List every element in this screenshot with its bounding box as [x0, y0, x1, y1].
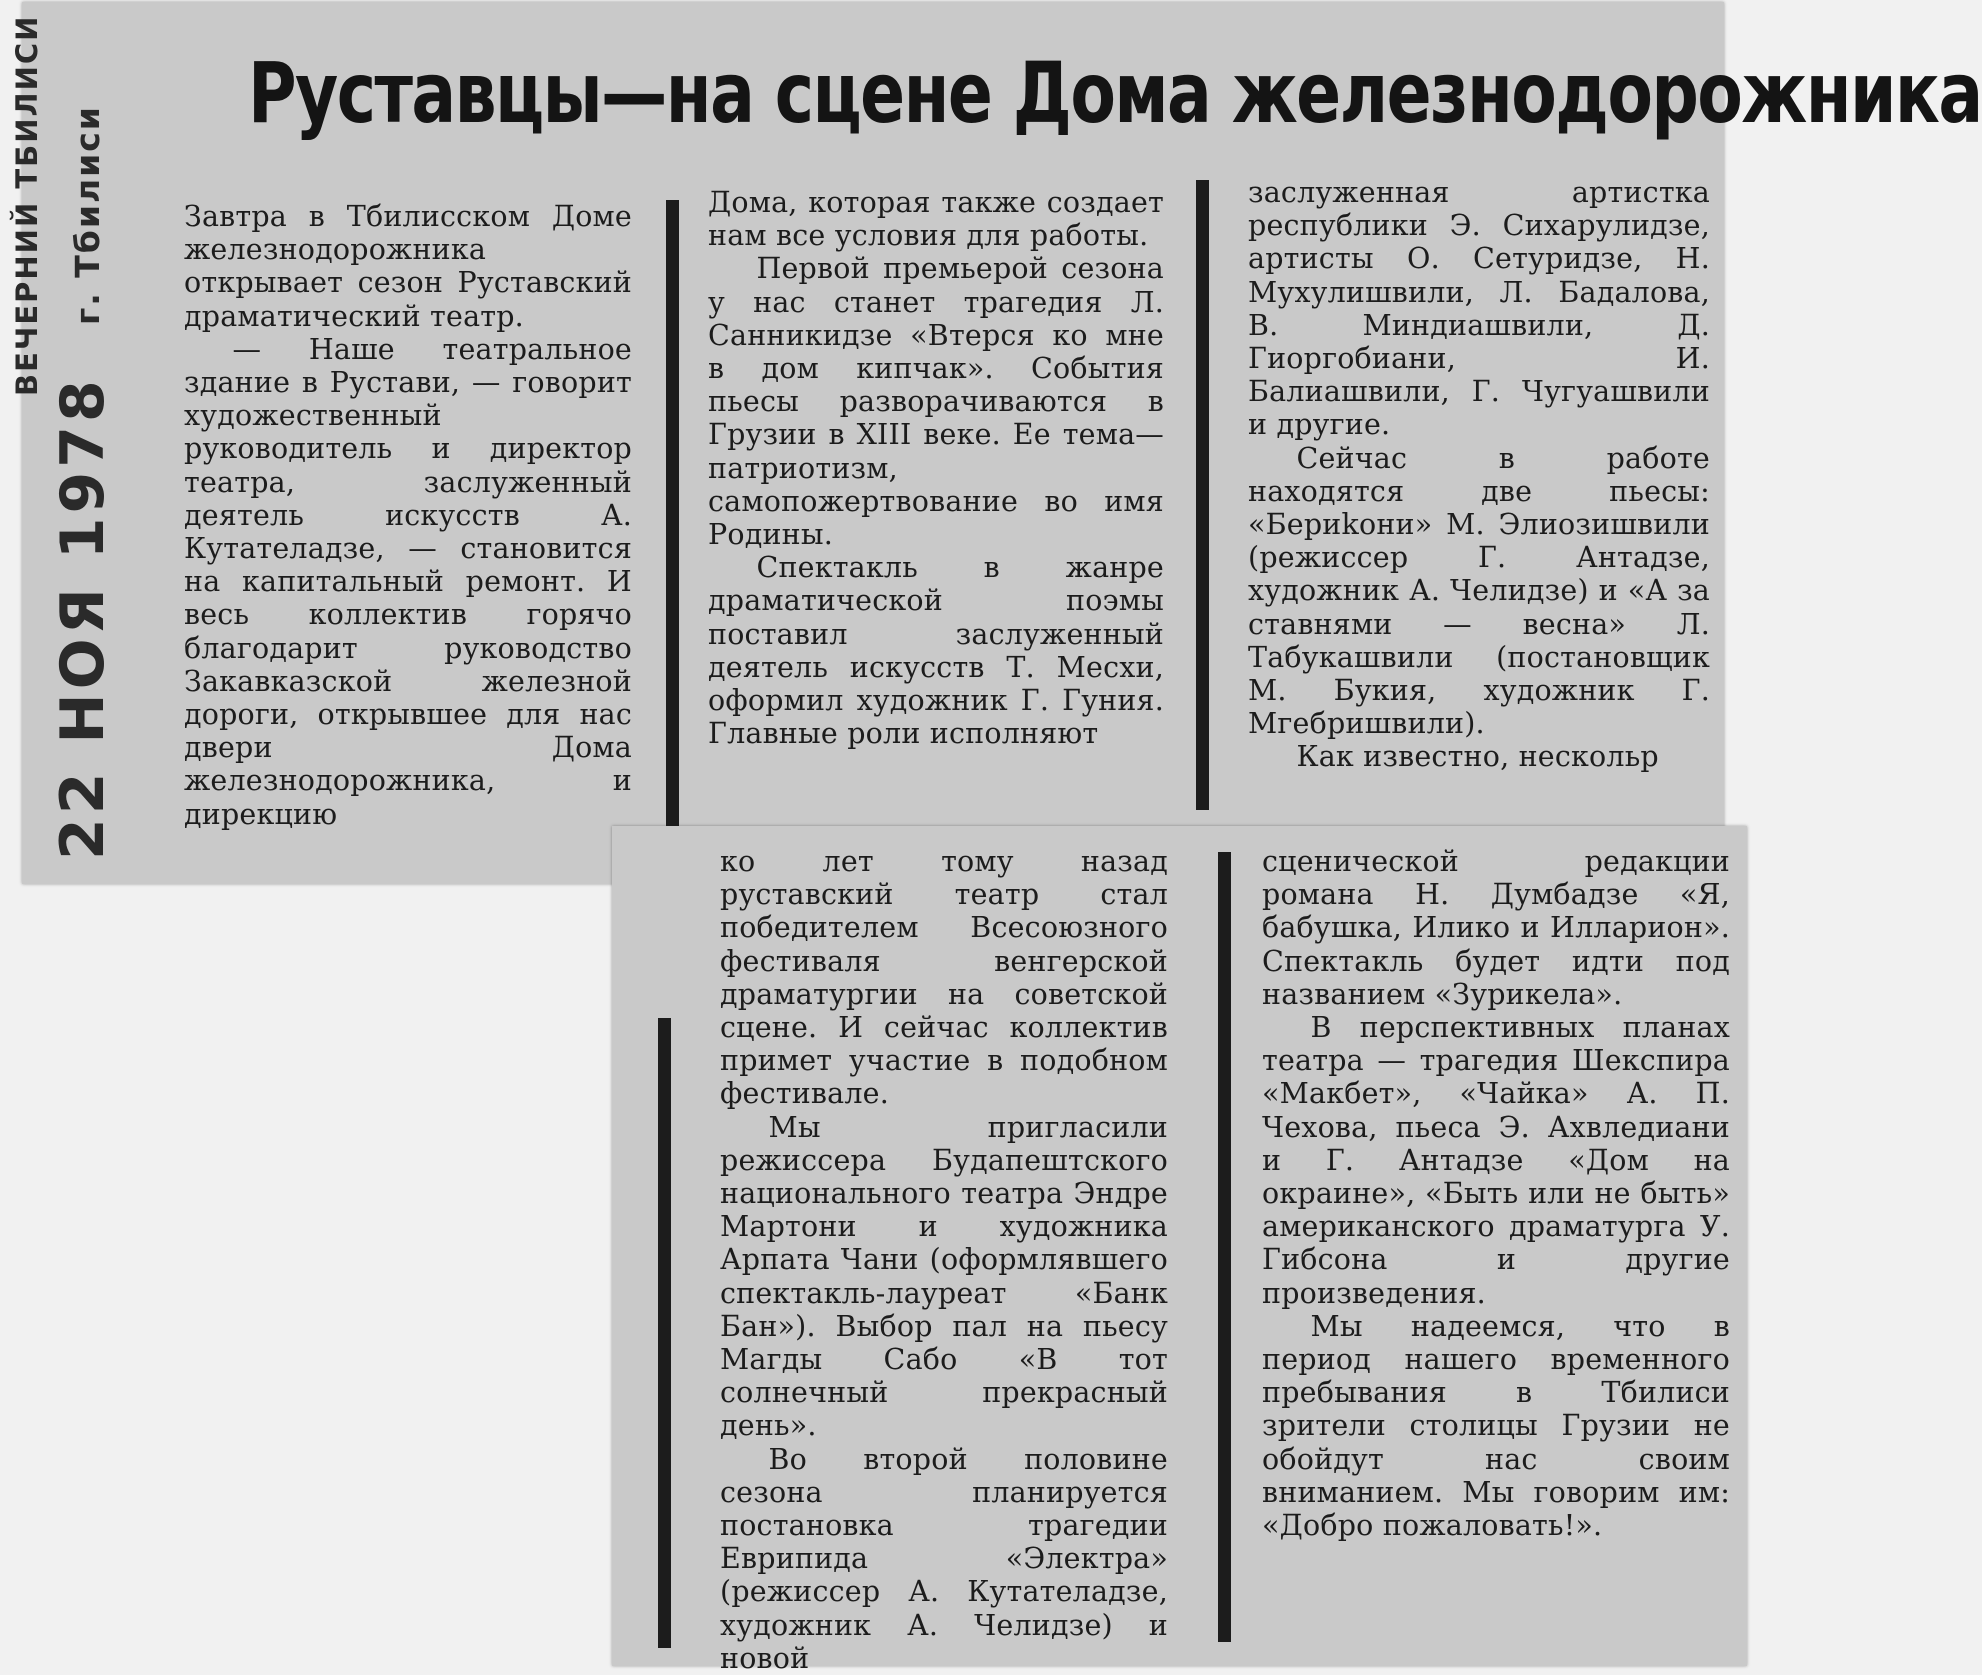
paragraph: Сейчас в работе находятся две пьесы: «Бериkони» М. Элиозишвили (режиссер Г. Антадзе, художник А. Челидзе) и «А за ставнями — весна» Л. Табукашвили (постановщик М. Букия, художник Г. Мгебришвили).	[1248, 441, 1710, 741]
paragraph: сценической редакции романа Н. Думбадзе «Я, бабушка, Илико и Илларион». Спектакль будет идти под названием «Зурикела».	[1262, 845, 1730, 1011]
article-column-1	[184, 200, 632, 831]
paragraph: Спектакль в жанре драматической поэмы поставил заслуженный деятель искусств Т. Месхи, оформил художник Г. Гуния. Главные роли исполняют	[708, 551, 1164, 751]
paragraph: ко лет тому назад руставский театр стал победителем Всесоюзного фестиваля венгерской драматургии на советской сцене. И сейчас коллектив примет участие в подобном фестивале.	[720, 845, 1168, 1111]
article-column-5	[1262, 845, 1730, 1542]
paragraph: — Наше театральное здание в Рустави, — говорит художественный руководитель и директор театра, заслуженный деятель искусств А. Кутателадзе, — становится на капитальный ремонт. И весь коллектив горячо благодарит руководство Закавказской железной дороги, открывшее для нас двери Дома железнодорожника, и дирекцию	[184, 332, 632, 831]
paragraph: Во второй половине сезона планируется постановка трагедии Еврипида «Электра» (режиссер А. Кутателадзе, художник А. Челидзе) и новой	[720, 1442, 1168, 1675]
paragraph: В перспективных планах театра — трагедия Шекспира «Макбет», «Чайка» А. П. Чехова, пьеса Э. Ахвледиани и Г. Антадзе «Дом на окраине», «Быть или не быть» американского драматурга У. Гибсона и другие произведения.	[1262, 1011, 1730, 1310]
column-rule	[666, 200, 679, 826]
paragraph: Первой премьерой сезона у нас станет трагедия Л. Санникидзе «Втерся ко мне в дом кипчак». События пьесы разворачиваются в Грузии в XIII веке. Ее тема—патриотизм, самопожертвование во имя Родины.	[708, 252, 1164, 552]
paragraph: заслуженная артистка республики Э. Сихарулидзе, артисты О. Сетуридзе, Н. Мухулишвили, Л. Бадалова, В. Миндиашвили, Д. Гиоргобиани, И. Балиашвили, Г. Чугуашвили и другие.	[1248, 176, 1710, 442]
column-rule	[1196, 180, 1209, 810]
article-column-4	[720, 845, 1168, 1675]
date-stamp: 22 НОЯ 1978	[48, 376, 118, 860]
paragraph: Как известно, нескольр	[1296, 740, 1659, 774]
article-column-2	[708, 186, 1164, 750]
paragraph: Дома, которая также создает нам все условия для работы.	[708, 186, 1164, 253]
article-column-3	[1248, 176, 1710, 774]
paragraph: Мы пригласили режиссера Будапештского национального театра Эндре Мартони и художника Арпата Чани (оформлявшего спектакль-лауреат «Банк Бан»). Выбор пал на пьесу Магды Сабо «В тот солнечный прекрасный день».	[720, 1110, 1168, 1443]
paragraph: Завтра в Тбилисском Доме железнодорожника открывает сезон Руставский драматический театр.	[184, 200, 632, 333]
column-rule	[1218, 852, 1231, 1642]
article-headline: Руставцы—на сцене Дома железнодорожника	[248, 44, 1982, 142]
newspaper-name-stamp: ВЕЧЕРНИЙ ТБИЛИСИ	[10, 14, 44, 396]
column-rule	[658, 1018, 671, 1648]
city-stamp: г. Тбилиси	[68, 105, 107, 325]
paragraph: Мы надеемся, что в период нашего временного пребывания в Тбилиси зрители столицы Грузии не обойдут нас своим вниманием. Мы говорим им: «Добро пожаловать!».	[1262, 1309, 1730, 1543]
